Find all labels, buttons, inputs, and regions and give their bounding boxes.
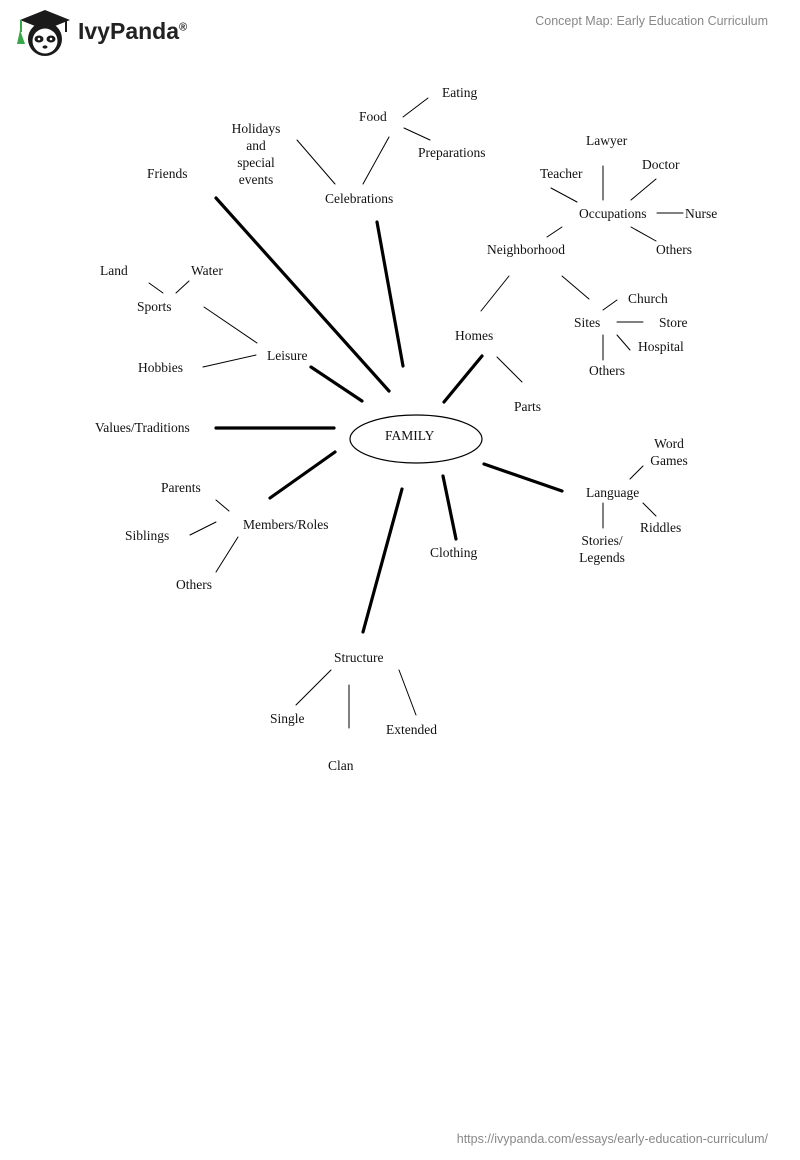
link-neighborhood-sites — [562, 276, 589, 299]
spoke-celebrations — [377, 222, 403, 366]
link-sports-land — [149, 283, 163, 293]
node-occupations-others: Others — [656, 242, 692, 257]
link-sites-church — [603, 300, 617, 310]
brand-name: IvyPanda® — [78, 18, 188, 44]
link-food-preparations — [404, 128, 430, 140]
source-url[interactable]: https://ivypanda.com/essays/early-education-curriculum/ — [456, 1132, 768, 1146]
node-single: Single — [270, 711, 305, 726]
node-occupations: Occupations — [579, 206, 647, 221]
link-sports-water — [176, 281, 189, 293]
node-stories-legends: Stories/ Legends — [579, 533, 625, 565]
node-language: Language — [586, 485, 640, 500]
link-homes-parts — [497, 357, 522, 382]
node-siblings: Siblings — [125, 528, 170, 543]
link-structure-extended — [399, 670, 416, 715]
node-doctor: Doctor — [642, 157, 680, 172]
node-members-others: Others — [176, 577, 212, 592]
link-food-eating — [403, 98, 428, 117]
node-riddles: Riddles — [640, 520, 682, 535]
node-clothing: Clothing — [430, 545, 478, 560]
node-lawyer: Lawyer — [586, 133, 628, 148]
node-land: Land — [100, 263, 128, 278]
node-church: Church — [628, 291, 668, 306]
node-water: Water — [191, 263, 223, 278]
link-members-siblings — [190, 522, 216, 535]
spoke-homes — [444, 356, 482, 402]
node-hobbies: Hobbies — [138, 360, 183, 375]
link-leisure-sports — [204, 307, 257, 343]
link-occ-teacher — [551, 188, 577, 202]
node-values-traditions: Values/Traditions — [95, 420, 190, 435]
link-members-others — [216, 537, 238, 572]
node-sites-others: Others — [589, 363, 625, 378]
node-holidays: Holidays and special events — [231, 121, 281, 184]
node-store: Store — [659, 315, 688, 330]
link-neighborhood-homes — [481, 276, 509, 311]
node-clan: Clan — [328, 758, 354, 773]
node-family: FAMILY — [385, 428, 435, 443]
node-word-games: Word Games — [650, 436, 688, 468]
link-occ-others — [631, 227, 656, 241]
link-language-wordgames — [630, 466, 643, 479]
node-parts: Parts — [514, 399, 541, 414]
node-teacher: Teacher — [540, 166, 583, 181]
node-homes: Homes — [455, 328, 494, 343]
link-structure-single — [296, 670, 331, 705]
document-title: Concept Map: Early Education Curriculum — [535, 14, 768, 28]
node-eating: Eating — [442, 85, 478, 100]
link-leisure-hobbies — [203, 355, 256, 367]
link-language-riddles — [643, 503, 656, 516]
node-parents: Parents — [161, 480, 201, 495]
link-celebrations-holidays — [297, 140, 335, 184]
node-friends: Friends — [147, 166, 188, 181]
link-celebrations-food — [363, 137, 389, 184]
node-sports: Sports — [137, 299, 172, 314]
link-members-parents — [216, 500, 229, 511]
spoke-language — [484, 464, 562, 491]
node-leisure: Leisure — [267, 348, 308, 363]
node-nurse: Nurse — [685, 206, 718, 221]
spoke-clothing — [443, 476, 456, 539]
node-extended: Extended — [386, 722, 437, 737]
node-neighborhood: Neighborhood — [487, 242, 565, 257]
link-neighborhood-occupations — [547, 227, 562, 237]
spoke-leisure — [311, 367, 362, 401]
spoke-members — [270, 452, 335, 498]
node-preparations: Preparations — [418, 145, 486, 160]
node-members-roles: Members/Roles — [243, 517, 329, 532]
spoke-structure — [363, 489, 402, 632]
node-sites: Sites — [574, 315, 601, 330]
link-sites-hospital — [617, 335, 630, 350]
node-structure: Structure — [334, 650, 384, 665]
node-hospital: Hospital — [638, 339, 684, 354]
node-food: Food — [359, 109, 387, 124]
link-occ-doctor — [631, 179, 656, 200]
node-celebrations: Celebrations — [325, 191, 394, 206]
